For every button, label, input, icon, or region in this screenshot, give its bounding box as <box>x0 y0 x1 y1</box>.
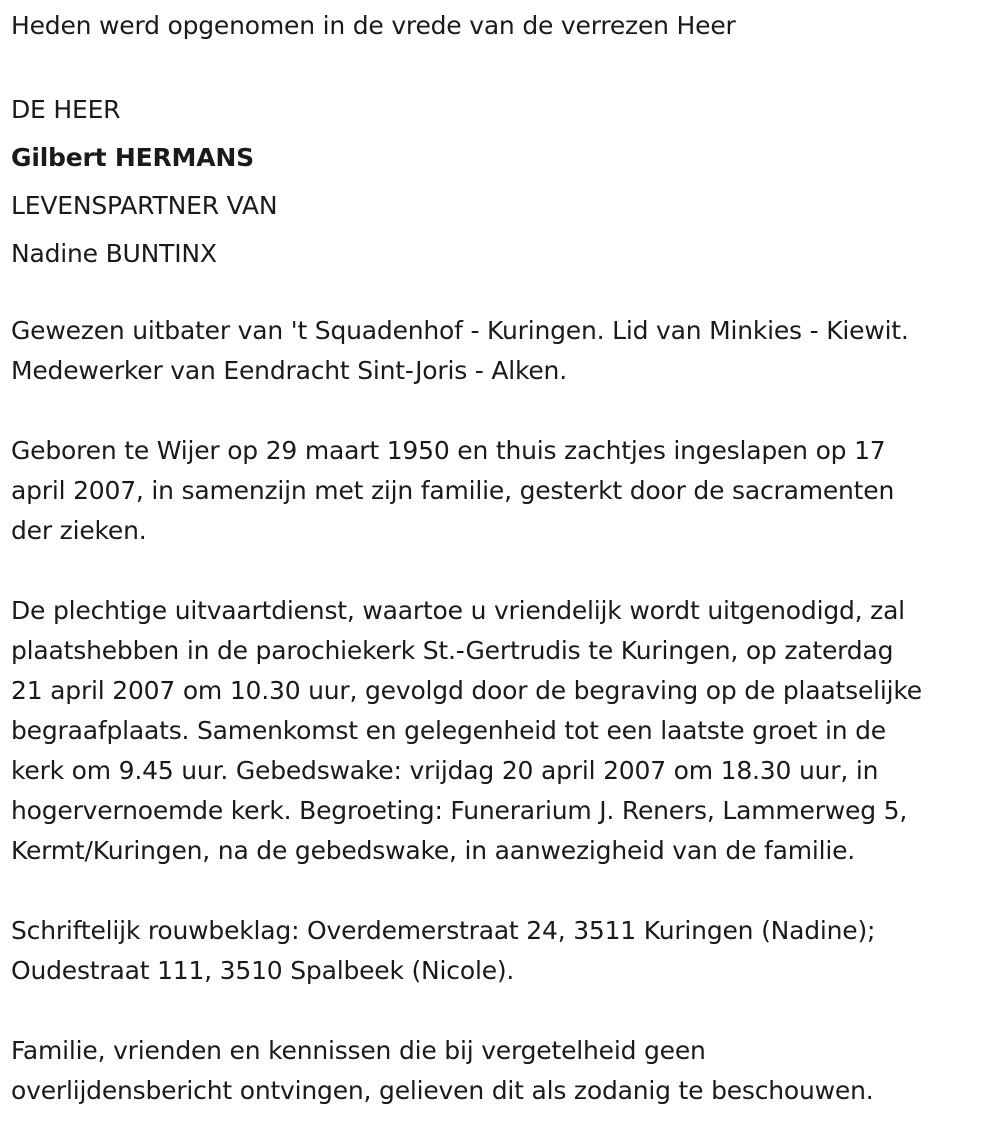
relation-label: LEVENSPARTNER VAN <box>11 191 278 220</box>
paragraph-line: 21 april 2007 om 10.30 uur, gevolgd door de begraving op de plaatselijke <box>11 676 922 705</box>
birth-death-paragraph <box>11 431 991 551</box>
paragraph-line: Oudestraat 111, 3510 Spalbeek (Nicole). <box>11 956 515 985</box>
paragraph-line: kerk om 9.45 uur. Gebedswake: vrijdag 20 april 2007 om 18.30 uur, in <box>11 756 879 785</box>
paragraph-line: hogervernoemde kerk. Begroeting: Funerarium J. Reners, Lammerweg 5, <box>11 796 908 825</box>
closing-paragraph <box>11 1031 991 1111</box>
funeral-service-paragraph <box>11 591 991 871</box>
paragraph-line: Medewerker van Eendracht Sint-Joris - Alken. <box>11 356 567 385</box>
paragraph-line: plaatshebben in de parochiekerk St.-Gertrudis te Kuringen, op zaterdag <box>11 636 894 665</box>
paragraph-line: april 2007, in samenzijn met zijn familie, gesterkt door de sacramenten <box>11 476 895 505</box>
paragraph-line: begraafplaats. Samenkomst en gelegenheid tot een laatste groet in de <box>11 716 886 745</box>
condolence-address-paragraph <box>11 911 991 991</box>
partner-name: Nadine BUNTINX <box>11 239 217 268</box>
deceased-heading <box>11 86 277 278</box>
paragraph-line: Familie, vrienden en kennissen die bij vergetelheid geen <box>11 1036 706 1065</box>
paragraph-line: Schriftelijk rouwbeklag: Overdemerstraat 24, 3511 Kuringen (Nadine); <box>11 916 876 945</box>
paragraph-line: overlijdensbericht ontvingen, gelieven dit als zodanig te beschouwen. <box>11 1076 874 1105</box>
paragraph-line: Kermt/Kuringen, na de gebedswake, in aanwezigheid van de familie. <box>11 836 856 865</box>
deceased-name: Gilbert HERMANS <box>11 143 254 172</box>
paragraph-line: De plechtige uitvaartdienst, waartoe u vriendelijk wordt uitgenodigd, zal <box>11 596 905 625</box>
occupation-paragraph <box>11 311 991 391</box>
title-prefix: DE HEER <box>11 95 121 124</box>
intro-line: Heden werd opgenomen in de vrede van de verrezen Heer <box>11 11 736 40</box>
paragraph-line: Gewezen uitbater van 't Squadenhof - Kuringen. Lid van Minkies - Kiewit. <box>11 316 909 345</box>
paragraph-line: Geboren te Wijer op 29 maart 1950 en thuis zachtjes ingeslapen op 17 <box>11 436 886 465</box>
paragraph-line: der zieken. <box>11 516 147 545</box>
